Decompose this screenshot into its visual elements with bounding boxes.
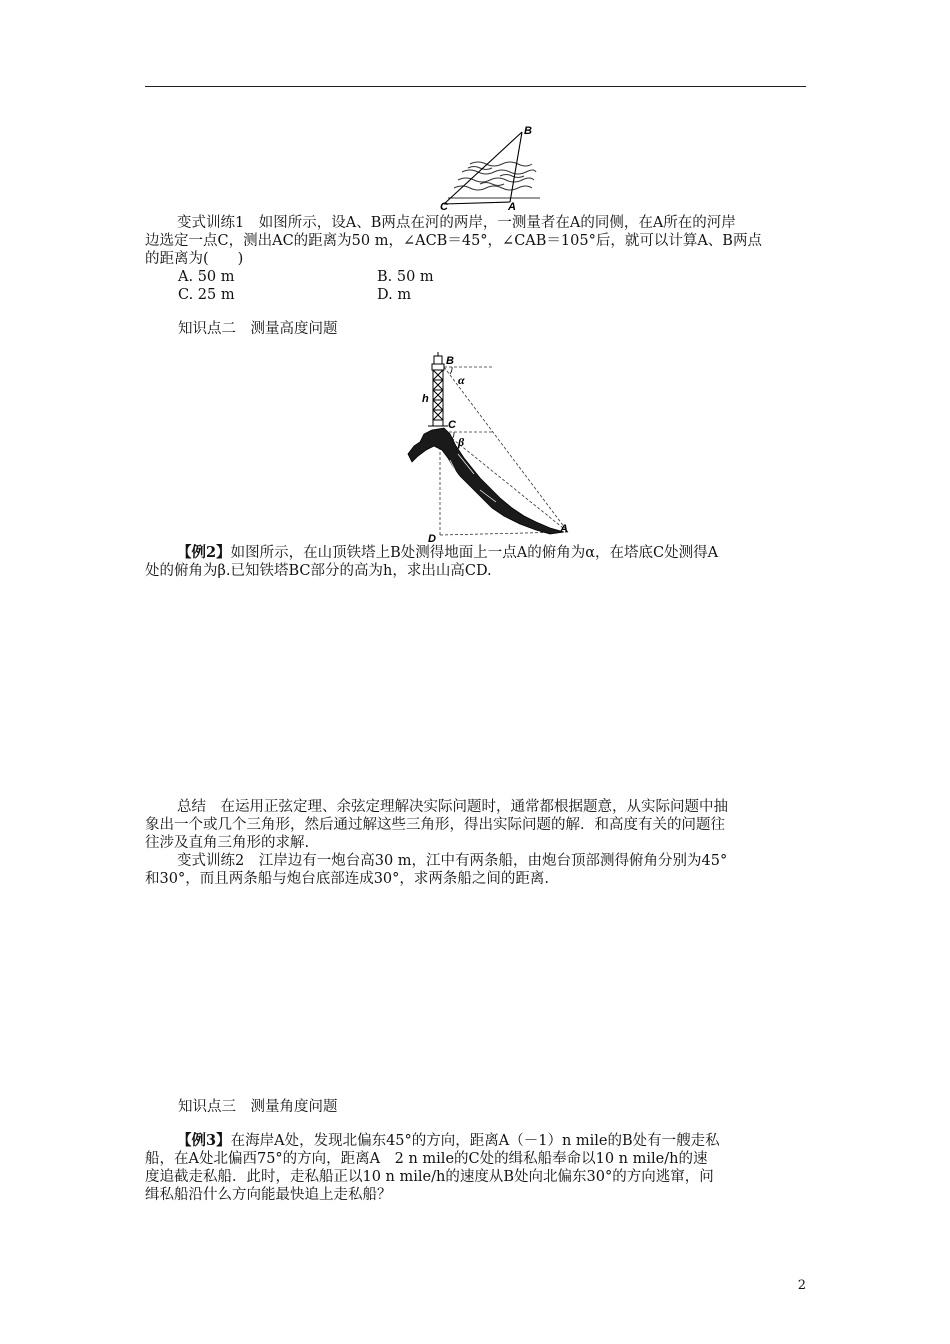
example2-line2: 处的俯角为β.已知铁塔BC部分的高为h，求出山高CD. xyxy=(145,563,492,579)
example2-line1 xyxy=(145,544,806,562)
example3-line3: 度追截走私船．此时，走私船正以10 n mile/h的速度从B处向北偏东30°的方向逃窜，问 xyxy=(145,1169,714,1185)
summary-line3: 往涉及直角三角形的求解. xyxy=(145,835,310,851)
label-d: D xyxy=(428,533,436,542)
practice2-line2: 和30°，而且两条船与炮台底部连成30°，求两条船之间的距离. xyxy=(145,871,550,887)
tower-mountain-figure xyxy=(400,350,580,542)
page-number: 2 xyxy=(797,1278,806,1293)
option-d: D. m xyxy=(377,287,412,303)
label-b: B xyxy=(524,125,532,137)
option-b: B. 50 m xyxy=(377,269,434,285)
label-h: h xyxy=(422,393,429,405)
label-a: A xyxy=(508,201,516,210)
header-rule xyxy=(145,86,806,87)
option-c: C. 25 m xyxy=(178,287,235,303)
practice1-line1: 变式训练1 如图所示，设A、B两点在河的两岸，一测量者在A的同侧，在A所在的河岸 xyxy=(177,215,736,231)
label-a: A xyxy=(560,523,568,535)
label-alpha: α xyxy=(458,373,465,387)
example3-tag: 【例3】 xyxy=(177,1132,231,1149)
example3-text1: 在海岸A处，发现北偏东45°的方向，距离A（－1）n mile的B处有一艘走私 xyxy=(230,1133,720,1149)
practice2-line1: 变式训练2 江岸边有一炮台高30 m，江中有两条船，由炮台顶部测得俯角分别为45° xyxy=(177,853,728,869)
label-beta: β xyxy=(458,435,465,449)
example3-line2: 船，在A处北偏西75°的方向，距离A 2 n mile的C处的缉私船奉命以10 n mile/h的速 xyxy=(145,1151,708,1167)
label-b: B xyxy=(446,355,454,367)
example2-text1: 如图所示，在山顶铁塔上B处测得地面上一点A的俯角为α，在塔底C处测得A xyxy=(230,545,719,561)
practice1-line2: 边选定一点C，测出AC的距离为50 m，∠ACB＝45°，∠CAB＝105°后，就可以计算A、B两点 xyxy=(145,233,762,249)
example3-line1 xyxy=(145,1132,806,1150)
section2-title: 知识点二 测量高度问题 xyxy=(178,321,338,337)
example3-line4: 缉私船沿什么方向能最快追上走私船？ xyxy=(145,1187,392,1203)
practice1-line3: 的距离为( ) xyxy=(145,251,244,267)
summary-line2: 象出一个或几个三角形，然后通过解这些三角形，得出实际问题的解．和高度有关的问题往 xyxy=(145,817,725,833)
label-c: C xyxy=(440,201,448,210)
river-triangle-figure xyxy=(440,124,550,210)
section3-title: 知识点三 测量角度问题 xyxy=(178,1099,338,1115)
option-a: A. 50 m xyxy=(178,269,235,285)
label-c: C xyxy=(448,419,456,431)
example2-tag: 【例2】 xyxy=(177,544,231,561)
summary-line1: 总结 在运用正弦定理、余弦定理解决实际问题时，通常都根据题意，从实际问题中抽 xyxy=(177,799,728,815)
